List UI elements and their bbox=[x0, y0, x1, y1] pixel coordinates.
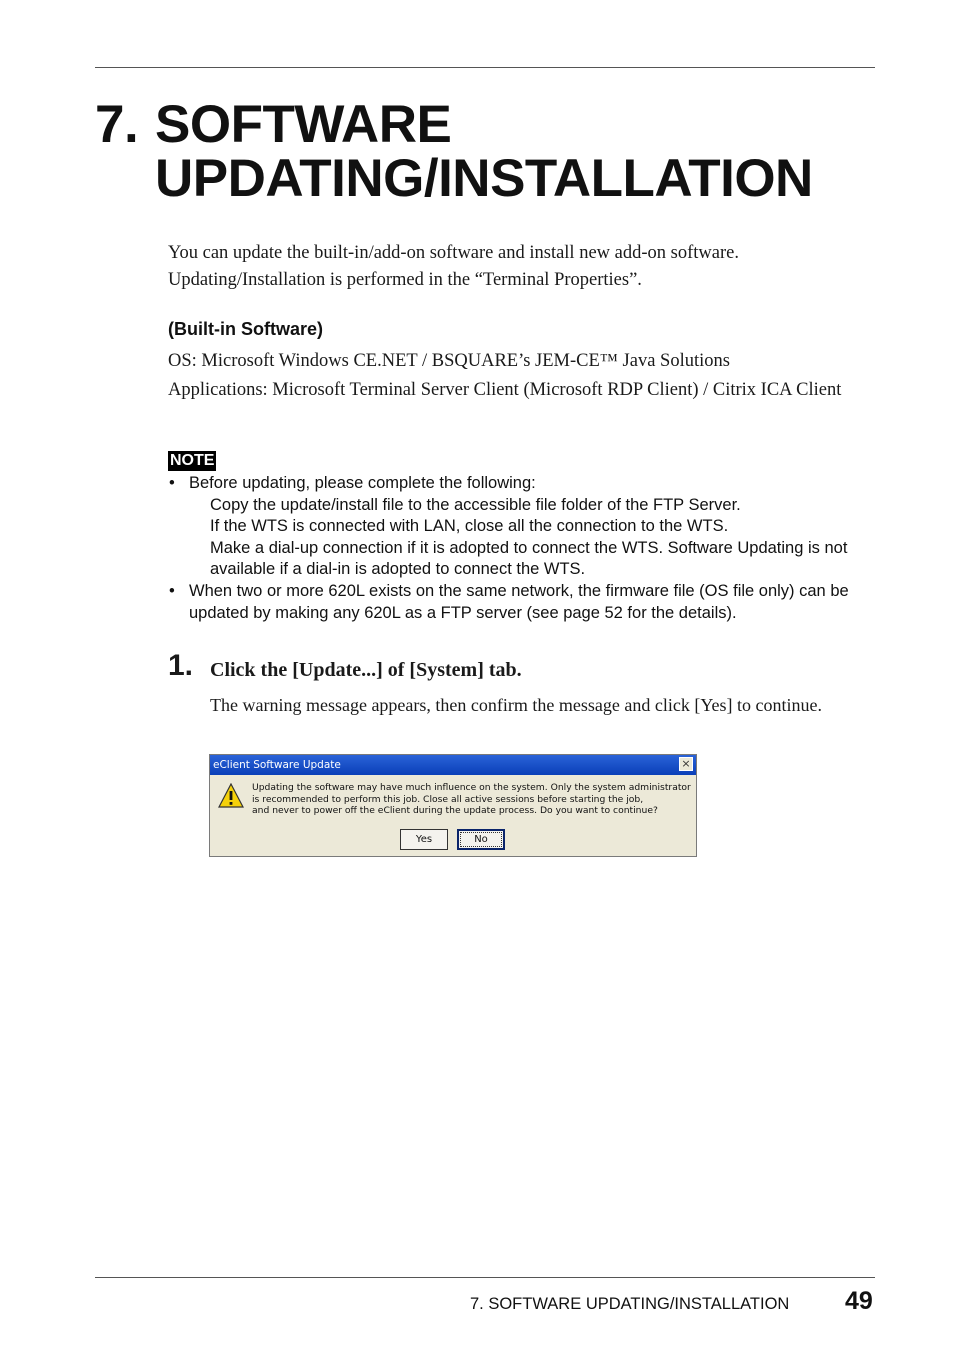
builtin-applications: Applications: Microsoft Terminal Server Client (Microsoft RDP Client) / Citrix ICA Client bbox=[168, 380, 842, 400]
bullet: • bbox=[169, 581, 175, 600]
note-item bbox=[168, 473, 878, 581]
warning-icon bbox=[218, 783, 244, 809]
chapter-title-line1: SOFTWARE bbox=[155, 95, 452, 154]
chapter-number: 7. bbox=[95, 95, 139, 154]
builtin-os: OS: Microsoft Windows CE.NET / BSQUARE’s JEM-CE™ Java Solutions bbox=[168, 351, 730, 371]
update-dialog bbox=[209, 754, 697, 857]
note-list bbox=[168, 473, 878, 624]
dialog-titlebar bbox=[210, 755, 696, 775]
note-item-text: When two or more 620L exists on the same network, the firmware file (OS file only) can be updated by making any 620L as a FTP server (see page 52 for the details). bbox=[189, 581, 849, 622]
chapter-title bbox=[95, 95, 813, 208]
note-subitem: Make a dial-up connection if it is adopted to connect the WTS. Software Updating is not available if a dial-in is adopted to connect the WTS. bbox=[210, 538, 848, 579]
dialog-title: eClient Software Update bbox=[213, 759, 341, 771]
builtin-heading: (Built-in Software) bbox=[168, 319, 323, 339]
intro-line2: Updating/Installation is performed in the “Terminal Properties”. bbox=[168, 270, 642, 290]
top-rule bbox=[95, 67, 875, 68]
note-subitem: Copy the update/install file to the accessible file folder of the FTP Server. bbox=[210, 495, 741, 514]
no-button[interactable]: No bbox=[457, 829, 505, 850]
bullet: • bbox=[169, 474, 175, 492]
dialog-message: Updating the software may have much influence on the system. Only the system administrator is recommended to perform this job. Close all active sessions before starting the job, and never to power off the eClient during the update process. Do you want to continue? bbox=[252, 782, 691, 816]
chapter-title-line2: UPDATING/INSTALLATION bbox=[155, 149, 813, 208]
step-number: 1. bbox=[168, 649, 194, 682]
yes-button[interactable]: Yes bbox=[400, 829, 448, 850]
footer-section-title: 7. SOFTWARE UPDATING/INSTALLATION bbox=[470, 1295, 790, 1313]
page-number: 49 bbox=[845, 1287, 873, 1315]
note-item-text: Before updating, please complete the following: bbox=[189, 474, 536, 492]
note-subitem: If the WTS is connected with LAN, close all the connection to the WTS. bbox=[210, 517, 729, 536]
intro-line1: You can update the built-in/add-on software and install new add-on software. bbox=[168, 243, 739, 263]
close-icon[interactable]: × bbox=[679, 757, 693, 771]
step-title: Click the [Update...] of [System] tab. bbox=[210, 659, 522, 681]
note-label: NOTE bbox=[170, 452, 215, 469]
note-item bbox=[168, 581, 878, 624]
step-description: The warning message appears, then confirm the message and click [Yes] to continue. bbox=[210, 695, 822, 715]
bottom-rule bbox=[95, 1277, 875, 1278]
